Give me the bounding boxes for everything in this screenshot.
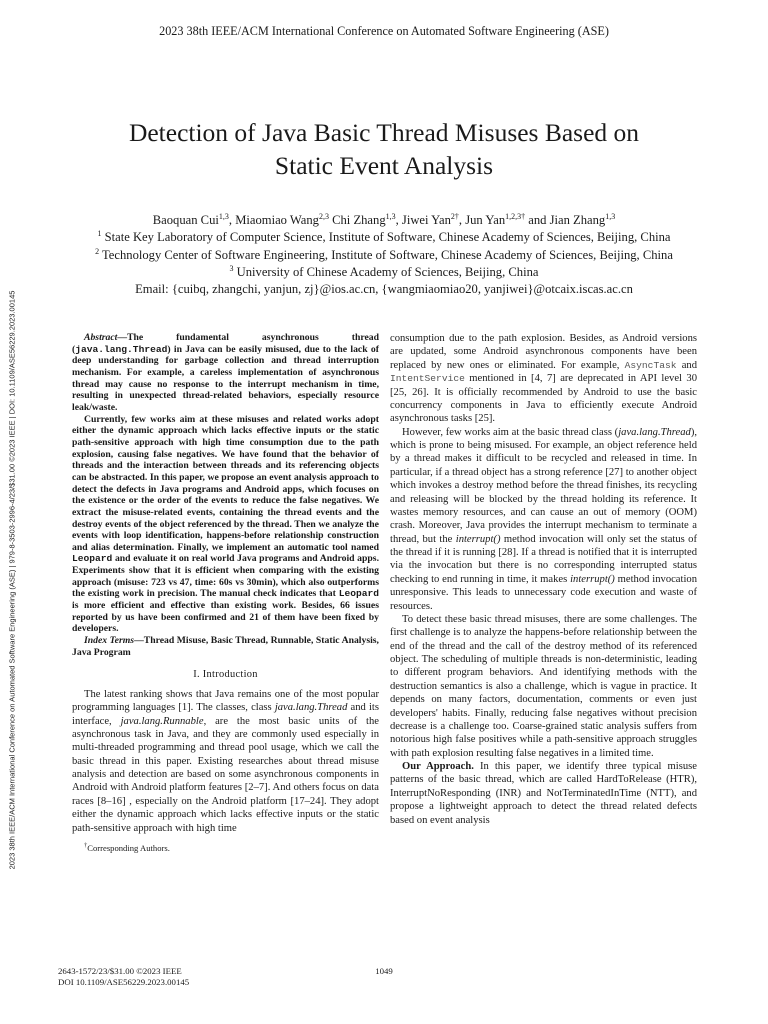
footnote: †Corresponding Authors.	[84, 841, 170, 853]
body-paragraph: Our Approach. In this paper, we identify three typical misuse patterns of the basic thread, which are called HardToRelease (HTR), InterruptNoResponding (INR) and NotTerminatedInTime (NTT), and propose a lightweight approach to detect the thread related defects based on event analysis	[390, 761, 697, 826]
author: Jiwei Yan$^{2\dagger}$,	[401, 211, 466, 227]
affiliation: $^2$ Technology Center of Software Engineering, Institute of Software, Chinese Academy of Sciences, Beijing, China	[95, 246, 673, 262]
abstract	[72, 332, 379, 658]
title-line-1: Detection of Java Basic Thread Misuses Based on	[128, 118, 640, 147]
author: Baoquan Cui$^{1,3}$,	[152, 211, 236, 227]
body-paragraph: consumption due to the path explosion. Besides, as Android versions are updated, some Android asynchronous components have been replaced by new ones or eliminated. For example, AsyncTask and IntentService mentioned in [4, 7] are deprecated in API level 30 [25, 26]. It is officially recommended by Android to use the basic concurrency components in Java to efficiently execute Android asynchronous tasks [25].	[390, 333, 697, 425]
body-paragraph: However, few works aim at the basic thread class (java.lang.Thread), which is prone to being misused. For example, an object reference held by a thread makes it difficult to be recycled and released in time. In particular, if a thread object has a strong reference [27] to another object which invokes a destroy method before the thread finishes, its recycling and releasing will be blocked by the thread holding its reference. It wastes memory resources, and can cause an out of memory (OOM) crash. Moreover, Java provides the interrupt mechanism to terminate a thread, but the interrupt() method invocation will only set the status of the thread if it is running [28]. If a thread is notified that it is interrupted via the invocation but there is no corresponding interrupted status checking to end running in time, it makes interrupt() method invocation unresponsive. This leads to unnecessary code execution and waste of resources.	[390, 426, 697, 612]
affiliation: $^3$ University of Chinese Academy of Sciences, Beijing, China	[229, 263, 539, 279]
intro-paragraph: The latest ranking shows that Java remains one of the most popular programming languages [1]. The classes, class java.lang.Thread and its interface, java.lang.Runnable, are the most basic units of the asynchronous task in Java, and they are commonly used especially in multi-threaded programming and thread pool usage, which we call the basic thread in this paper. Existing researches about thread misuse analysis and detection are based on some asynchronous components in Android with Android platform features [2–7]. And others focus on data races [8–16] , especially on the Android platform [17–24]. They adopt either the dynamic approach which lacks effective inputs or the static path-sensitive approach with high time	[72, 688, 379, 834]
index-terms: Index Terms—Thread Misuse, Basic Thread, Runnable, Static Analysis, Java Program	[72, 635, 379, 658]
footer-doi: DOI 10.1109/ASE56229.2023.00145	[58, 977, 190, 987]
author: Jun Yan$^{1,2,3\dagger}$ and	[465, 211, 550, 227]
side-doi-banner: 2023 38th IEEE/ACM International Conference on Automated Software Engineering (ASE) | 979-8-3503-2996-4/23/$31.00 ©2023 IEEE | DOI: 10.1109/ASE56229.2023.00145	[7, 290, 17, 870]
conference-header: 2023 38th IEEE/ACM International Conference on Automated Software Engineering (ASE)	[159, 24, 609, 38]
footer-copyright	[58, 966, 189, 988]
page-number: 1049	[375, 966, 393, 976]
paper-title	[40, 116, 728, 182]
affiliation: $^1$ State Key Laboratory of Computer Science, Institute of Software, Chinese Academy of Sciences, Beijing, China	[97, 229, 671, 245]
body-paragraph: To detect these basic thread misuses, there are some challenges. The first challenge is to analyze the happens-before relationship between the end of the thread and the call of the destroy method of its referenced object. The scheduling of multiple threads is non-deterministic, leading to different program behaviors. And identifying methods with the destruction semantics is also a challenge, which is vague in practice. It depends on many factors, documentation, comments or even just developers' habits. Finally, reducing false negatives without precision decrease is a challenge too. Coarse-grained static analysis suffers from notorious high false positives while a path-sensitive approach struggles with path explosion resulting false negatives in a limited time.	[390, 613, 697, 759]
abstract-paragraph: Currently, few works aim at these misuses and related works adopt either the dynamic approach which lacks effective inputs or the static path-sensitive approach with high time consumption due to the path explosion, causing false negatives. We have found that the behavior of threads and the interaction between threads and its referencing objects can be abstracted. In this paper, we propose an event analysis approach to detect the defects in Java programs and Android apps, which focuses on the existence or the order of the events to reduce the false negatives. We extract the misuse-related events, containing the thread events and the destroy events of the object referenced by the thread. Then we analyze the events with loop identification, happens-before relationship construction and alias determination. Finally, we implement an automatic tool named Leopard and evaluate it on real world Java programs and Android apps. Experiments show that it is efficient when comparing with the existing approach (misuse: 723 vs 47, time: 60s vs 30min), which also outperforms the existing work in precision. The manual check indicates that Leopard is more efficient and effective than existing work. Besides, 66 issues reported by us have been confirmed and 21 of them have been fixed by developers.	[72, 413, 379, 635]
author: Jian Zhang$^{1,3}$	[549, 211, 616, 227]
author-block	[40, 212, 728, 298]
author-email: Email: {cuibq, zhangchi, yanjun, zj}@ios.ac.cn, {wangmiaomiao20, yanjiwei}@otcaix.iscas.ac.cn	[135, 282, 633, 297]
left-column	[72, 332, 379, 855]
right-column	[390, 332, 697, 827]
abstract-paragraph: Abstract—The fundamental asynchronous thread (java.lang.Thread) in Java can be easily misused, due to the lack of deep understanding for garbage collection and thread interruption mechanism. For example, a careless implementation of asynchronous thread may cause no response to the interrupt mechanism in time, resulting in unexpected thread-related behaviors, especially resource leak/waste.	[72, 332, 379, 413]
footer-issn: 2643-1572/23/$31.00 ©2023 IEEE	[58, 966, 182, 976]
author-list	[40, 212, 728, 229]
title-line-2: Static Event Analysis	[274, 151, 494, 180]
author: Miaomiao Wang$^{2,3}$	[235, 211, 329, 227]
section-heading: I. Introduction	[193, 669, 258, 681]
author: Chi Zhang$^{1,3}$,	[332, 211, 402, 227]
